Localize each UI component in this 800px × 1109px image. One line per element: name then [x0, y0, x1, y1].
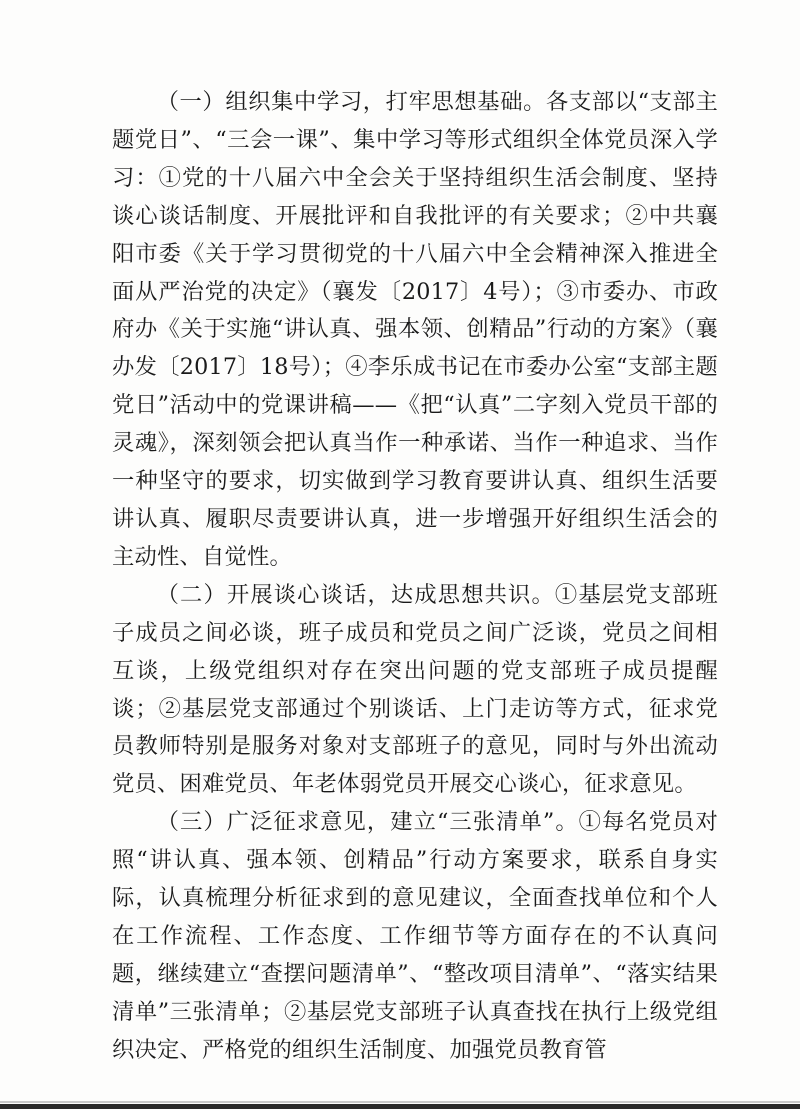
document-body — [112, 84, 718, 1070]
paragraph-1: （一）组织集中学习，打牢思想基础。各支部以“支部主题党日”、“三会一课”、集中学习等形式组织全体党员深入学习：①党的十八届六中全会关于坚持组织生活会制度、坚持谈心谈话制度、开展批评和自我批评的有关要求；②中共襄阳市委《关于学习贯彻党的十八届六中全会精神深入推进全面从严治党的决定》（襄发〔2017〕4号）；③市委办、市政府办《关于实施“讲认真、强本领、创精品”行动的方案》（襄办发〔2017〕18号）；④李乐成书记在市委办公室“支部主题党日”活动中的党课讲稿——《把“认真”二字刻入党员干部的灵魂》，深刻领会把认真当作一种承诺、当作一种追求、当作一种坚守的要求，切实做到学习教育要讲认真、组织生活要讲认真、履职尽责要讲认真，进一步增强开好组织生活会的主动性、自觉性。 — [112, 89, 718, 570]
paragraph-3: （三）广泛征求意见，建立“三张清单”。①每名党员对照“讲认真、强本领、创精品”行动方案要求，联系自身实际，认真梳理分析征求到的意见建议，全面查找单位和个人在工作流程、工作态度、工作细节等方面存在的不认真问题，继续建立“查摆问题清单”、“整改项目清单”、“落实结果清单”三张清单；②基层党支部班子认真查找在执行上级党组织决定、严格党的组织生活制度、加强党员教育管 — [112, 809, 718, 1063]
paragraph-2: （二）开展谈心谈话，达成思想共识。①基层党支部班子成员之间必谈，班子成员和党员之间广泛谈，党员之间相互谈，上级党组织对存在突出问题的党支部班子成员提醒谈；②基层党支部通过个别谈话、上门走访等方式，征求党员教师特别是服务对象对支部班子的意见，同时与外出流动党员、困难党员、年老体弱党员开展交心谈心，征求意见。 — [112, 581, 718, 798]
scan-edge-border — [0, 1104, 800, 1109]
scan-edge-shadow — [0, 1101, 800, 1103]
